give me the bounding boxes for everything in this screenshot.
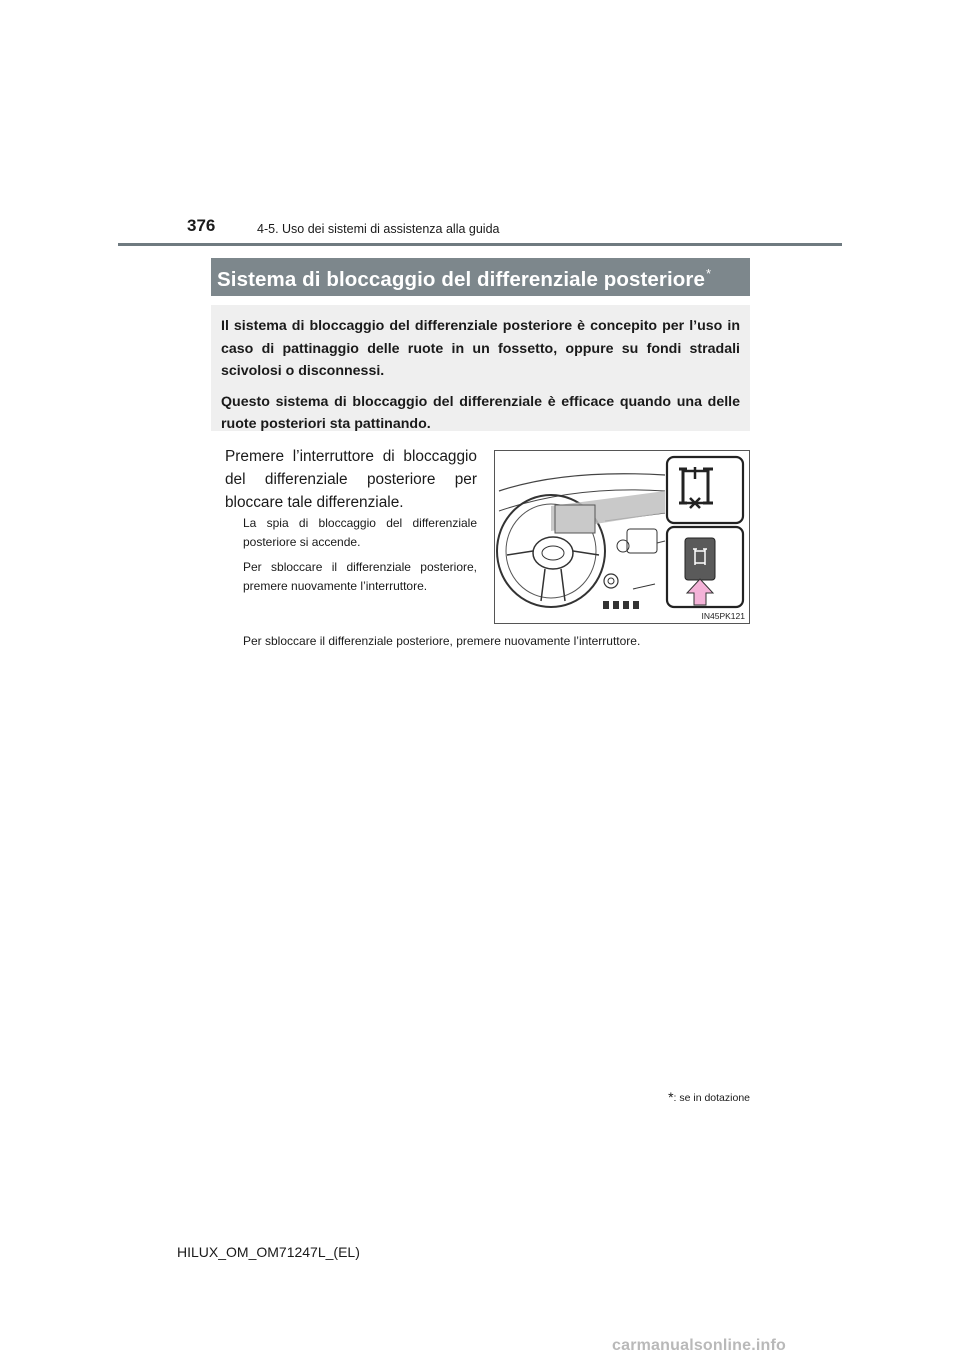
footnote-mark: *	[668, 1089, 674, 1105]
optional-equipment-mark: *	[706, 266, 712, 281]
dashboard-illustration	[494, 450, 750, 624]
footnote-text: : se in dotazione	[673, 1092, 750, 1104]
watermark: carmanualsonline.info	[612, 1337, 787, 1354]
note-unlock: Per sbloccare il differenziale posteriore, premere nuovamente l’interruttore.	[243, 560, 477, 593]
dashboard-drawing	[495, 451, 749, 623]
footnote	[632, 1089, 750, 1105]
intro-paragraph-1: Il sistema di bloccaggio del differenziale posteriore è concepito per l’uso in caso di pattinaggio delle ruote in un fossetto, oppure su fondi stradali scivolosi o disconnessi.	[221, 318, 740, 379]
closing-paragraph: Per sbloccare il differenziale posteriore, premere nuovamente l’interruttore.	[243, 634, 641, 648]
note-indicator-on: La spia di bloccaggio del differenziale posteriore si accende.	[243, 516, 477, 549]
section-title: Sistema di bloccaggio del differenziale posteriore	[217, 268, 706, 291]
intro-paragraph-2: Questo sistema di bloccaggio del differenziale è efficace quando una delle ruote posteriori sta pattinando.	[221, 393, 740, 432]
header-rule	[118, 243, 842, 246]
page-number: 376	[187, 216, 216, 235]
figure-code: IN45PK121	[701, 611, 745, 621]
instruction-paragraph: Premere l’interruttore di bloccaggio del differenziale posteriore per bloccare tale differenziale.	[225, 448, 477, 511]
section-header: 4-5. Uso dei sistemi di assistenza alla guida	[257, 222, 500, 236]
rear-diff-lock-indicator-icon	[667, 457, 743, 523]
footer-document-code: HILUX_OM_OM71247L_(EL)	[177, 1244, 360, 1260]
section-title-bar	[211, 258, 750, 296]
intro-box	[211, 305, 750, 431]
